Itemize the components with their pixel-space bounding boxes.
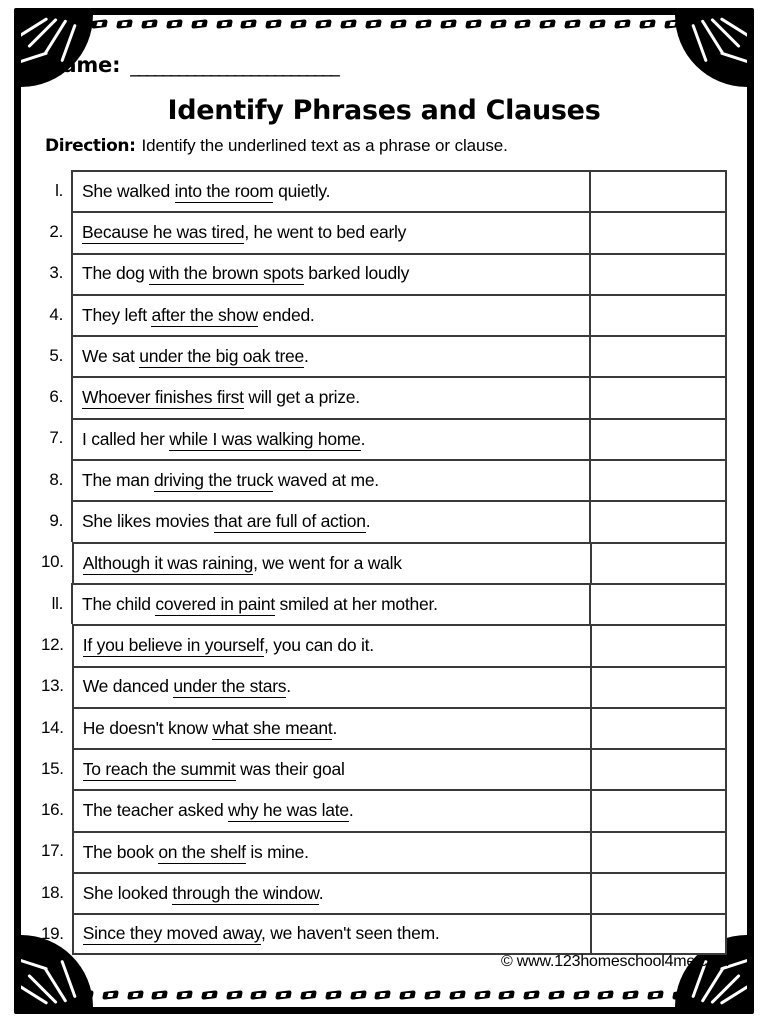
question-sentence-cell: [72, 748, 592, 789]
underlined-segment: driving the truck: [153, 469, 274, 490]
question-sentence-cell: [71, 253, 591, 294]
underlined-segment: while I was walking home: [169, 428, 361, 449]
table-row: [41, 253, 727, 294]
table-row: [41, 211, 727, 252]
sentence-text-after: .: [348, 800, 354, 821]
question-sentence-cell: [72, 624, 592, 665]
sentence-text-after: will get a prize.: [243, 387, 360, 408]
sentence-text-before: She likes movies: [82, 511, 214, 532]
underlined-segment: after the show: [151, 304, 258, 325]
question-number: 6.: [49, 387, 63, 407]
question-sentence: [83, 802, 354, 820]
question-sentence-cell: [71, 500, 591, 541]
question-sentence-cell: [71, 583, 591, 624]
sentence-text-before: He doesn't know: [82, 717, 213, 738]
sentence-text-before: They left: [82, 304, 152, 325]
underlined-segment: what she meant: [212, 717, 333, 738]
question-number: ll.: [51, 593, 63, 613]
underlined-segment: why he was late: [228, 800, 349, 821]
question-number: 8.: [49, 469, 63, 489]
question-sentence-cell: [72, 789, 592, 830]
question-number: 16.: [41, 800, 64, 820]
question-sentence: [82, 717, 338, 738]
answer-cell[interactable]: [592, 913, 727, 954]
question-sentence-cell: [71, 459, 591, 500]
underlined-segment: To reach the summit: [82, 759, 236, 780]
sentence-text-before: She looked: [82, 882, 173, 903]
answer-cell[interactable]: [592, 542, 727, 583]
sentence-text-before: We sat: [82, 346, 140, 367]
answer-cell[interactable]: [591, 583, 727, 624]
answer-cell[interactable]: [591, 335, 727, 376]
question-sentence: [82, 180, 331, 201]
table-row: [41, 376, 727, 417]
worksheet-content: [21, 15, 747, 1007]
question-number: 9.: [49, 511, 63, 531]
underlined-segment: under the stars: [173, 676, 287, 697]
answer-cell[interactable]: [591, 376, 727, 417]
underlined-segment: Because he was tired: [82, 222, 245, 243]
footer-credit: © www.123homeschool4me.com: [500, 953, 729, 970]
sentence-text-after: , he went to bed early: [244, 222, 407, 243]
answer-cell[interactable]: [591, 500, 727, 541]
sentence-text-after: .: [360, 428, 366, 449]
sentence-text-before: The child: [82, 593, 156, 614]
question-sentence-cell: [71, 294, 591, 335]
question-sentence: [83, 678, 291, 696]
sentence-text-before: We danced: [82, 676, 174, 697]
table-row: [41, 666, 727, 707]
sentence-text-after: smiled at her mother.: [274, 593, 438, 614]
name-input-blank[interactable]: __________________________: [130, 55, 339, 77]
underlined-segment: through the window: [172, 882, 319, 903]
answer-cell[interactable]: [592, 624, 727, 665]
question-sentence-cell: [72, 542, 592, 583]
underlined-segment: with the brown spots: [149, 263, 304, 284]
question-sentence-cell: [71, 170, 591, 211]
table-row: [41, 583, 727, 624]
sentence-text-after: .: [365, 511, 371, 532]
question-number: 19.: [41, 923, 64, 943]
answer-cell[interactable]: [591, 253, 727, 294]
question-sentence-cell: [72, 707, 592, 748]
question-sentence-cell: [72, 831, 592, 872]
question-sentence-cell: [71, 418, 591, 459]
answer-cell[interactable]: [591, 294, 727, 335]
question-sentence-cell: [72, 666, 592, 707]
question-sentence: [83, 925, 440, 943]
answer-cell[interactable]: [591, 170, 727, 211]
table-row: [41, 294, 727, 335]
sentence-text-after: .: [304, 346, 309, 367]
sentence-text-before: The man: [82, 469, 154, 490]
underlined-segment: If you believe in yourself: [82, 635, 264, 656]
answer-cell[interactable]: [592, 707, 727, 748]
question-sentence: [83, 761, 345, 779]
answer-cell[interactable]: [592, 748, 727, 789]
underlined-segment: that are full of action: [213, 511, 366, 532]
answer-cell[interactable]: [592, 831, 727, 872]
table-row: [41, 459, 727, 500]
table-row: [41, 707, 727, 748]
direction-line: [45, 136, 508, 156]
question-sentence: [82, 265, 409, 283]
table-row: [41, 913, 727, 954]
sentence-text-after: waved at me.: [273, 469, 379, 490]
question-sentence: [82, 469, 379, 490]
table-row: [41, 500, 727, 541]
question-number: 13.: [41, 676, 64, 696]
question-sentence-cell: [71, 211, 591, 252]
question-sentence: [82, 348, 309, 366]
question-number: 18.: [41, 882, 64, 902]
question-sentence: [82, 224, 406, 242]
sentence-text-after: quietly.: [273, 180, 331, 201]
page-title: Identify Phrases and Clauses: [167, 95, 601, 126]
sentence-text-before: The book: [82, 841, 159, 862]
sentence-text-before: She walked: [82, 180, 175, 201]
question-sentence: [82, 552, 402, 573]
sentence-text-before: I called her: [82, 428, 170, 449]
underlined-segment: covered in paint: [155, 593, 275, 614]
sentence-text-before: The teacher asked: [82, 800, 229, 821]
table-row: [41, 748, 727, 789]
question-sentence: [82, 428, 366, 449]
question-sentence: [82, 593, 438, 614]
sentence-text-after: .: [286, 676, 291, 697]
sentence-text-after: barked loudly: [303, 263, 410, 284]
table-row: [41, 418, 727, 459]
direction-text: Identify the underlined text as a phrase or clause.: [141, 136, 508, 155]
table-row: [41, 335, 727, 376]
question-sentence: [82, 841, 309, 862]
sentence-text-after: , you can do it.: [263, 635, 374, 656]
sentence-text-after: .: [318, 882, 324, 903]
question-number: 5.: [49, 345, 63, 365]
question-number: 7.: [49, 428, 63, 448]
question-number: 4.: [49, 304, 63, 324]
question-sentence-cell: [72, 913, 592, 954]
question-number: 2.: [49, 221, 63, 241]
sentence-text-after: was their goal: [235, 759, 345, 780]
underlined-segment: under the big oak tree: [139, 346, 305, 367]
table-row: [41, 872, 727, 913]
question-number: 12.: [41, 634, 64, 654]
name-field-row: [45, 53, 338, 77]
question-number: 15.: [41, 758, 64, 778]
question-sentence-cell: [72, 872, 592, 913]
table-row: [41, 831, 727, 872]
name-label: Name:: [45, 53, 121, 77]
direction-label: Direction:: [45, 136, 136, 156]
question-number: 10.: [41, 552, 64, 572]
answer-cell[interactable]: [591, 459, 727, 500]
questions-table: [41, 170, 727, 955]
question-sentence-cell: [71, 376, 591, 417]
question-sentence-cell: [71, 335, 591, 376]
table-row: [41, 542, 727, 583]
sentence-text-before: The dog: [82, 263, 150, 284]
sentence-text-after: ended.: [257, 304, 315, 325]
question-number: 17.: [41, 841, 64, 861]
answer-cell[interactable]: [592, 666, 727, 707]
question-sentence: [83, 637, 374, 655]
table-row: [41, 170, 727, 211]
underlined-segment: into the room: [174, 180, 274, 201]
question-sentence: [82, 882, 324, 903]
question-number: l.: [55, 180, 63, 200]
answer-cell[interactable]: [592, 872, 727, 913]
question-sentence: [82, 513, 370, 531]
underlined-segment: Since they moved away: [82, 923, 262, 944]
sentence-text-after: is mine.: [245, 841, 309, 862]
underlined-segment: on the shelf: [158, 841, 246, 862]
question-number: 3.: [49, 263, 63, 283]
answer-cell[interactable]: [591, 418, 727, 459]
question-sentence: [82, 389, 360, 407]
table-row: [41, 789, 727, 830]
sentence-text-after: , we went for a walk: [253, 552, 402, 573]
sentence-text-after: .: [332, 717, 338, 738]
table-row: [41, 624, 727, 665]
answer-cell[interactable]: [592, 789, 727, 830]
underlined-segment: Whoever finishes first: [82, 387, 244, 408]
question-sentence: [82, 304, 315, 325]
answer-cell[interactable]: [591, 211, 727, 252]
sentence-text-after: , we haven't seen them.: [261, 923, 440, 944]
question-number: 14.: [41, 717, 64, 737]
underlined-segment: Although it was raining: [82, 552, 254, 573]
